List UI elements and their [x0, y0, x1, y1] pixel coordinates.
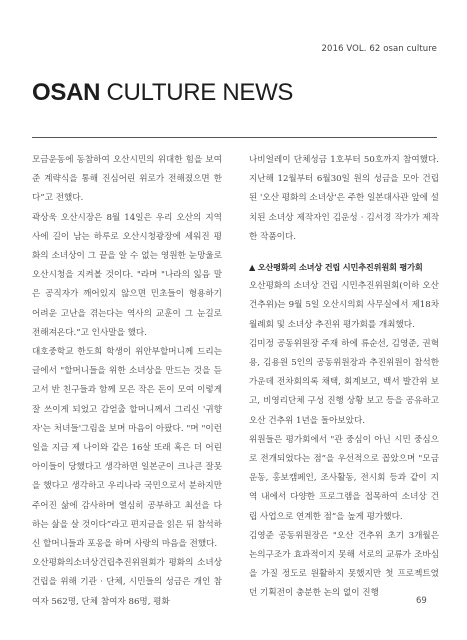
title-divider [32, 137, 437, 138]
paragraph: 모금운동에 동참하여 오산시민의 위대한 힘을 보여준 계략식을 통해 진심어린 위로가 전해졌으면 한다”고 전했다. [32, 155, 222, 204]
paragraph: 대호중학교 한도희 학생이 위안부할머니께 드리는 글에서 "할머니들을 위한 소녀상을 만드는 것을 듣고서 반 친구들과 함께 모은 작은 돈이 모여 이렇게 잘 쓰이게 되었고 감얻출 할머니께서 그리신 '귀향자'는 처녀들'그림을 보며 마음이 아팠다. "며 "이런 일을 지금 제 나이와 같은 16살 또래 혹은 더 어린아이들이 당했다고 생각하면 일본군이 크나큰 잘못을 했다고 생각하고 우리나라 국민으로서 분하지만 주어진 삶에 감사하며 열심히 공부하고 최선을 다하는 삶을 살 것이다”라고 편지글을 읽은 뒤 참석하신 할머니들과 포옹을 하며 사랑의 마음을 전했다. [32, 347, 222, 550]
section-subhead: ▲ 오산평화의 소녀상 건립 시민추진위원회 평가회 [249, 262, 423, 273]
page-number: 69 [416, 596, 427, 606]
paragraph: 김영준 공동위원장은 "오산 건추위 초기 3개월은 논의구조가 효과적이지 못해 서로의 교류가 조바심을 가질 정도로 원활하지 못했지만 첫 프로젝트였던 기획전이 충분한 논의 없이 진행 [249, 530, 439, 599]
page-title [32, 78, 293, 108]
right-column [249, 151, 439, 604]
paragraph: 위원들은 평가회에서 "관 중심이 아닌 시민 중심으로 전개되었다는 점”을 우선적으로 꼽았으며 "모금운동, 홍보캠페인, 조사활동, 전시회 등과 같이 지역 내에서 다양한 프로그램을 접목하여 소녀상 건립 사업으로 연계한 점”을 높게 평가했다. [249, 434, 439, 522]
title-strong: OSAN [32, 79, 101, 106]
paragraph: 곽상욱 오산시장은 8월 14일은 우리 오산의 지역사에 길이 남는 하루로 오산시청광장에 세워진 평화의 소녀상이 그 끝을 알 수 없는 영원한 눈망울로 오산시청을 지켜볼 것이다. "라며 "나라의 잃음 말은 공직자가 깨어있지 않으면 민초들이 형용하기 어려운 고난을 겪는다는 역사의 교훈이 그 눈길로 전해져온다.”고 인사말을 했다. [32, 212, 222, 338]
paragraph: 나비얼레이 단체성금 1호부터 50호까지 참여했다. 지난해 12월부터 6월30일 원의 성금을 모아 건립된 '오산 평화의 소녀상'은 주한 일본대사관 앞에 설치된 소녀상 제작자인 김운성 · 김서경 작가가 제작한 작품이다. [249, 155, 439, 242]
title-rest: CULTURE NEWS [100, 79, 294, 106]
left-column [32, 151, 222, 612]
paragraph: 오산평화의소녀상건립추진위원회가 평화의 소녀상 건립을 위해 기관 · 단체, 시민들의 성금은 개인 참여자 562명, 단체 참여자 86명, 평화 [32, 558, 222, 607]
paragraph: 오산평화의 소녀상 건립 시민추진위원회(이하 오산 건추위)는 9월 5일 오산시의회 사무실에서 제18차 월례회 및 소녀상 추진위 평가회를 개최했다. [249, 281, 439, 330]
paragraph: 김미정 공동위원장 주재 하에 류순선, 김영준, 권혁용, 김용원 5인의 공동위원장과 추진위원이 참석한 가운데 전차회의록 채택, 회계보고, 백서 발간위 보고, 비영리단체 구성 진행 상황 보고 등을 공유하고 오산 건추위 1년을 돌아보았다. [249, 338, 439, 426]
issue-label: 2016 VOL. 62 osan culture [321, 44, 437, 54]
